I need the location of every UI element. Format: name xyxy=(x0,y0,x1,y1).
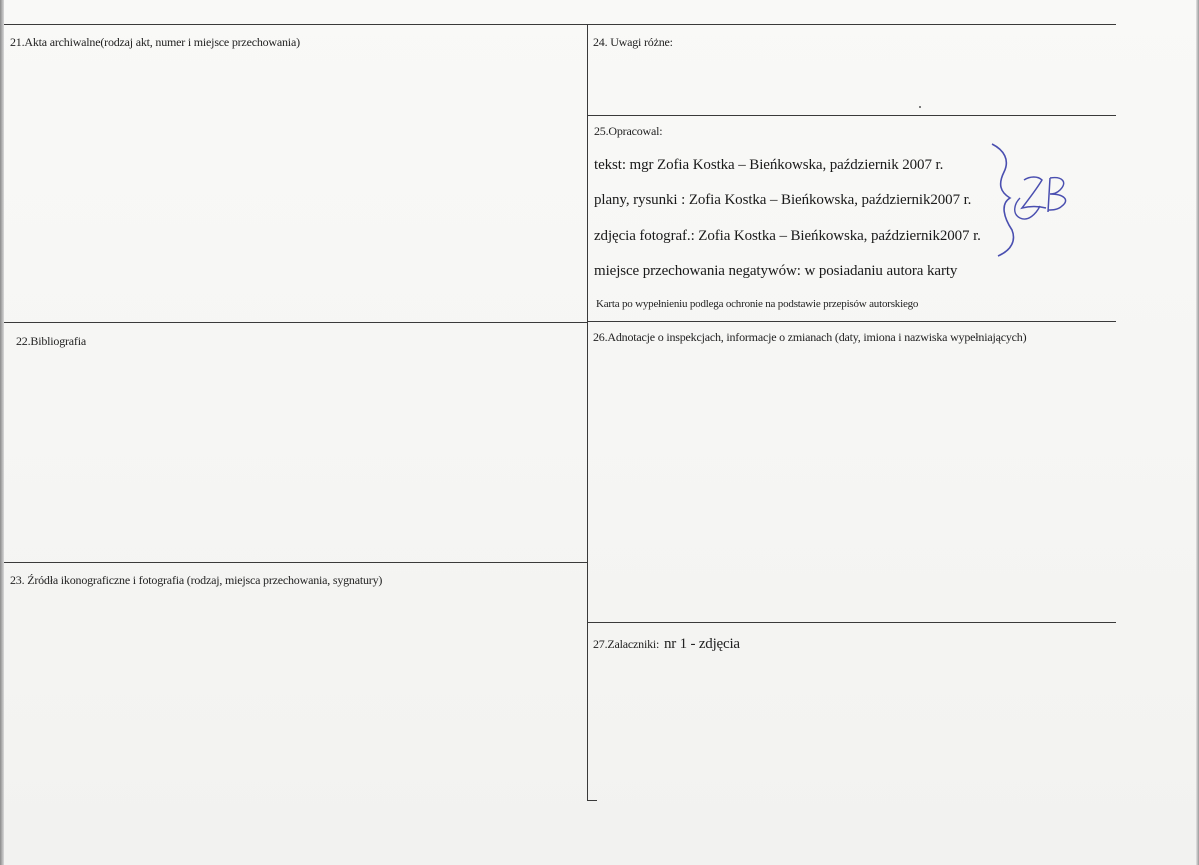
handwritten-signature xyxy=(990,140,1100,260)
rule-center-foot xyxy=(587,800,597,801)
section-27-value: nr 1 - zdjęcia xyxy=(663,636,740,652)
section-25-line-photos: zdjęcia fotograf.: Zofia Kostka – Bieńkowska, październik2007 r. xyxy=(594,228,981,244)
section-21-label: 21.Akta archiwalne(rodzaj akt, numer i miejsce przechowania) xyxy=(10,35,300,49)
section-25-copyright-note: Karta po wypełnieniu podlega ochronie na podstawie przepisów autorskiego xyxy=(596,298,919,310)
section-25-line-text: tekst: mgr Zofia Kostka – Bieńkowska, październik 2007 r. xyxy=(594,157,944,173)
section-25-label: 25.Opracowal: xyxy=(594,124,663,138)
section-24-label: 24. Uwagi różne: xyxy=(593,35,673,49)
section-23-label: 23. Źródła ikonograficzne i fotografia (rodzaj, miejsca przechowania, sygnatury) xyxy=(10,573,383,587)
section-22-label: 22.Bibliografia xyxy=(16,334,86,348)
rule-left-2 xyxy=(4,562,587,563)
section-27-label xyxy=(593,636,740,653)
rule-top xyxy=(4,24,1116,25)
rule-right-2 xyxy=(587,622,1116,623)
section-25-line-negatives: miejsce przechowania negatywów: w posiadaniu autora karty xyxy=(594,263,958,279)
section-26-label: 26.Adnotacje o inspekcjach, informacje o zmianach (daty, imiona i nazwiska wypełniających) xyxy=(593,330,1027,344)
rule-24-bottom xyxy=(587,115,1116,116)
section-27-title: 27.Zalaczniki: xyxy=(593,637,660,651)
rule-center-vertical xyxy=(587,24,588,800)
scan-edge-left xyxy=(0,0,4,865)
section-25-line-drawings: plany, rysunki : Zofia Kostka – Bieńkowska, październik2007 r. xyxy=(594,192,972,208)
rule-left-1 xyxy=(4,322,587,323)
scan-speck xyxy=(919,106,921,108)
rule-right-1 xyxy=(587,321,1116,322)
